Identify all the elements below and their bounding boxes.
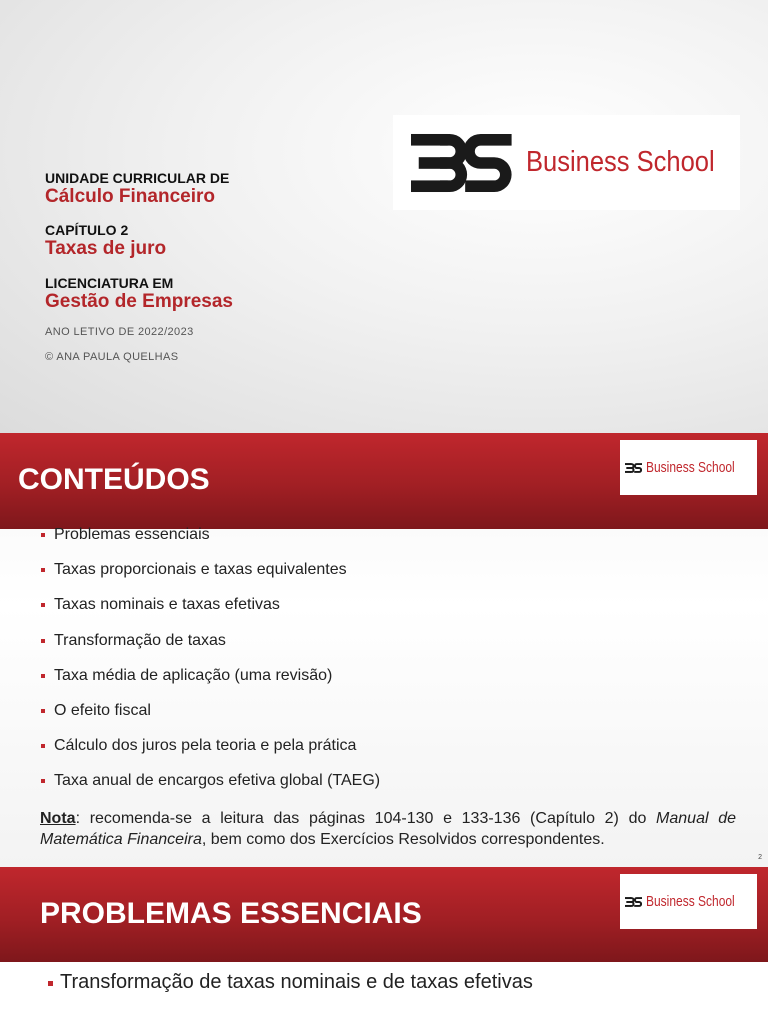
academic-year: ANO LETIVO DE 2022/2023: [45, 326, 194, 338]
bullet-icon: [41, 568, 45, 572]
logo-text: Business School: [646, 893, 735, 910]
bullet-icon: [48, 981, 53, 986]
title-slide: [0, 0, 768, 433]
bs-logo-mark: [625, 886, 642, 918]
list-item: O efeito fiscal: [40, 701, 380, 736]
note-label: Nota: [40, 810, 76, 827]
logo-text: Business School: [525, 146, 715, 178]
bullet-icon: [41, 674, 45, 678]
note-text: : recomenda-se a leitura das páginas 104-130 e 133-136 (Capítulo 2) do: [75, 810, 657, 827]
business-school-logo: [393, 115, 740, 210]
page-number: 2: [758, 854, 762, 861]
bs-logo-mark: [411, 128, 512, 198]
business-school-logo-small: [620, 440, 757, 495]
essentials-title: PROBLEMAS ESSENCIAIS: [40, 897, 422, 930]
chapter-name: Taxas de juro: [45, 238, 167, 259]
chapter-block: [45, 222, 166, 260]
chapter-label: CAPÍTULO 2: [45, 222, 129, 238]
list-item: Problemas essenciais: [40, 525, 380, 560]
contents-header-bar: [0, 433, 768, 529]
list-item: Taxas nominais e taxas efetivas: [40, 595, 380, 630]
contents-slide: [0, 433, 768, 867]
course-label: UNIDADE CURRICULAR DE: [45, 170, 230, 186]
contents-list: [40, 525, 380, 807]
bullet-icon: [41, 533, 45, 537]
contents-title: CONTEÚDOS: [18, 463, 210, 496]
bs-logo-mark: [625, 452, 642, 484]
list-item: Cálculo dos juros pela teoria e pela prática: [40, 736, 380, 771]
list-item: Taxas proporcionais e taxas equivalentes: [40, 560, 380, 595]
book-title: Manual de Matemática Financeira: [40, 810, 736, 848]
bullet-icon: [41, 779, 45, 783]
degree-name: Gestão de Empresas: [45, 291, 233, 312]
author: © ANA PAULA QUELHAS: [45, 351, 179, 363]
list-item: Taxa média de aplicação (uma revisão): [40, 666, 380, 701]
course-name: Cálculo Financeiro: [45, 186, 215, 207]
logo-text: Business School: [646, 459, 735, 476]
list-item: Transformação de taxas nominais e de taxas efetivas: [48, 971, 533, 994]
degree-label: LICENCIATURA EM: [45, 275, 174, 291]
business-school-logo-small: [620, 874, 757, 929]
list-item: Taxa anual de encargos efetiva global (TAEG): [40, 771, 380, 806]
essentials-slide: [0, 867, 768, 1024]
bullet-icon: [41, 744, 45, 748]
degree-block: [45, 275, 233, 313]
note-text-end: , bem como dos Exercícios Resolvidos correspondentes.: [201, 831, 605, 848]
reading-note: [40, 808, 736, 850]
essentials-header-bar: [0, 867, 768, 962]
course-block: [45, 170, 229, 208]
bullet-icon: [41, 639, 45, 643]
bullet-icon: [41, 603, 45, 607]
list-item: Transformação de taxas: [40, 631, 380, 666]
bullet-icon: [41, 709, 45, 713]
